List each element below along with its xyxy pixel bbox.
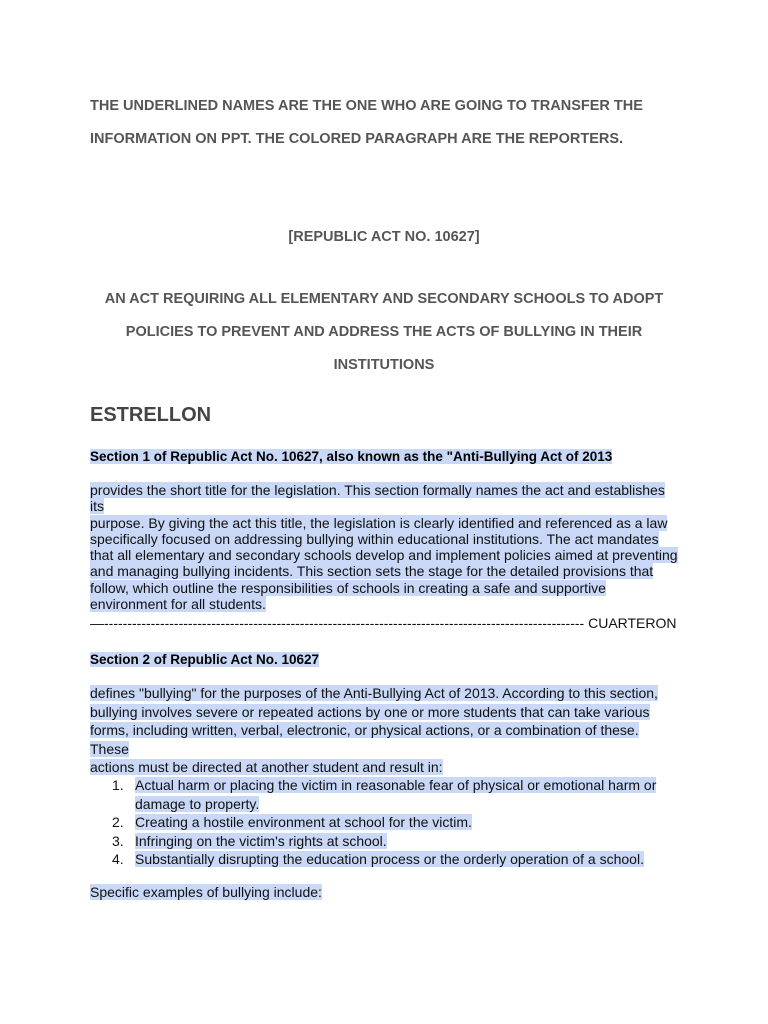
section-1-line: environment for all students. (90, 596, 266, 613)
act-title-line-2: POLICIES TO PREVENT AND ADDRESS THE ACTS OF BULLYING IN THEIR (125, 324, 643, 340)
act-title-line-3: INSTITUTIONS (333, 357, 435, 373)
list-item-number: 1. (112, 777, 124, 793)
instruction-note (90, 90, 690, 156)
list-item-text: Substantially disrupting the education process or the orderly operation of a school. (135, 851, 644, 868)
divider-dashes: —------------------------------------------------------------------------------------------------------- (90, 615, 585, 631)
section-2-line: bullying involves severe or repeated actions by one or more students that can take various (90, 703, 650, 720)
instruction-note-line-1: THE UNDERLINED NAMES ARE THE ONE WHO ARE GOING TO TRANSFER THE (90, 98, 643, 114)
republic-act-number: [REPUBLIC ACT NO. 10627] (288, 229, 480, 245)
section-1-paragraph (90, 482, 678, 612)
section-1-line: provides the short title for the legislation. This section formally names the act and establishes its (90, 482, 665, 515)
section-2-title-text: Section 2 of Republic Act No. 10627 (90, 652, 320, 667)
act-title-line-1: AN ACT REQUIRING ALL ELEMENTARY AND SECONDARY SCHOOLS TO ADOPT (104, 291, 664, 307)
section-2-line: actions must be directed at another student and result in: (90, 759, 443, 776)
examples-intro (90, 884, 322, 900)
section-divider (90, 615, 677, 631)
list-item (112, 832, 672, 851)
section-1-line: follow, which outline the responsibilities of schools in creating a safe and supportive (90, 579, 606, 596)
list-item (112, 776, 672, 813)
list-item-number: 4. (112, 851, 124, 868)
section-1-line: that all elementary and secondary schools develop and implement policies aimed at preventing (90, 547, 678, 564)
list-item-text: Actual harm or placing the victim in reasonable fear of physical or emotional harm or (135, 777, 657, 793)
section-2-paragraph (90, 684, 678, 777)
section-2-line: forms, including written, verbal, electronic, or physical actions, or a combination of these. These (90, 722, 639, 757)
examples-intro-text: Specific examples of bullying include: (90, 884, 322, 900)
section-1-title-text: Section 1 of Republic Act No. 10627, also known as the "Anti-Bullying Act of 2013 (90, 449, 613, 464)
section-2-title (90, 652, 319, 667)
section-1-line: and managing bullying incidents. This section sets the stage for the detailed provisions that (90, 563, 654, 580)
list-item (112, 813, 672, 832)
divider-reporter-name: CUARTERON (588, 615, 677, 631)
reporter-name-heading: ESTRELLON (90, 404, 212, 426)
section-1-line: purpose. By giving the act this title, the legislation is clearly identified and referenced as a law (90, 514, 668, 531)
list-item-number: 3. (112, 832, 124, 849)
instruction-note-line-2: INFORMATION ON PPT. THE COLORED PARAGRAPH ARE THE REPORTERS. (90, 131, 624, 147)
section-1-title (90, 449, 612, 464)
section-2-line: defines "bullying" for the purposes of the Anti-Bullying Act of 2013. According to this section, (90, 685, 658, 701)
bullying-effects-list (112, 776, 672, 869)
list-item-text: damage to property. (135, 795, 260, 812)
act-title (90, 283, 678, 382)
list-item-text: Infringing on the victim's rights at school. (135, 832, 387, 849)
list-item (112, 850, 672, 869)
list-item-number: 2. (112, 814, 124, 831)
list-item-text: Creating a hostile environment at school for the victim. (135, 814, 472, 831)
section-1-line: specifically focused on addressing bullying within educational institutions. The act mandates (90, 530, 659, 547)
